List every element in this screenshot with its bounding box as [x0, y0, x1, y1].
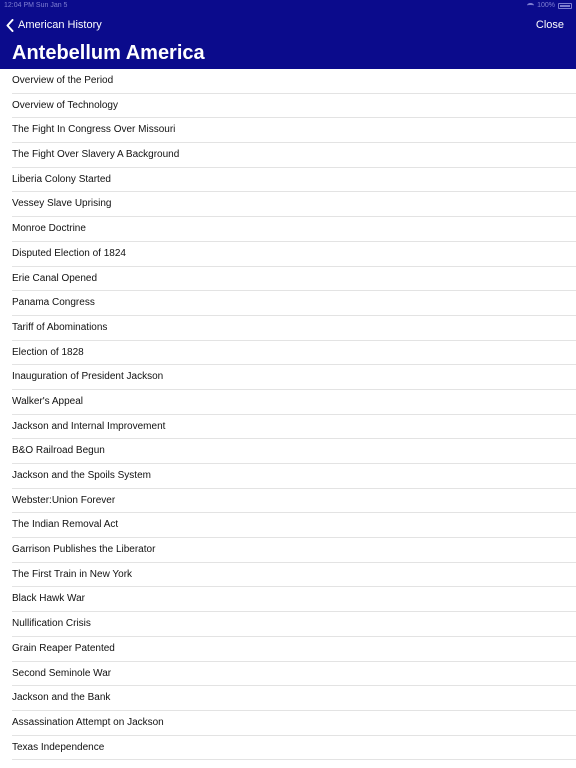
list-item[interactable]: The Fight In Congress Over Missouri — [0, 118, 576, 143]
list-item[interactable]: Walker's Appeal — [0, 390, 576, 415]
list-item[interactable]: Inauguration of President Jackson — [0, 365, 576, 390]
list-item[interactable]: Jackson and the Bank — [0, 686, 576, 711]
list-item[interactable]: The Fight Over Slavery A Background — [0, 143, 576, 168]
list-item[interactable]: Jackson and Internal Improvement — [0, 415, 576, 440]
page-title: Antebellum America — [12, 42, 205, 64]
status-bar — [0, 0, 576, 11]
list-item[interactable]: Erie Canal Opened — [0, 267, 576, 292]
status-time-text: 12:04 PM — [4, 2, 34, 9]
list-item[interactable]: Second Seminole War — [0, 662, 576, 687]
header-bar — [0, 0, 576, 69]
wifi-icon — [527, 3, 534, 8]
list-item[interactable]: The Indian Removal Act — [0, 513, 576, 538]
status-time — [4, 0, 67, 11]
nav-bar — [0, 14, 576, 36]
list-item[interactable]: Vessey Slave Uprising — [0, 192, 576, 217]
list-item[interactable]: Overview of the Period — [0, 69, 576, 94]
status-date-text: Sun Jan 5 — [35, 2, 68, 9]
list-item[interactable]: The First Train in New York — [0, 563, 576, 588]
list-item[interactable]: B&O Railroad Begun — [0, 439, 576, 464]
list-item[interactable]: Grain Reaper Patented — [0, 637, 576, 662]
back-label: American History — [18, 19, 102, 31]
list-item[interactable]: Monroe Doctrine — [0, 217, 576, 242]
list-item[interactable]: Webster:Union Forever — [0, 489, 576, 514]
status-indicators — [527, 0, 572, 11]
topic-list — [0, 69, 576, 768]
list-item[interactable]: Overview of Technology — [0, 94, 576, 119]
close-button[interactable]: Close — [535, 19, 564, 31]
list-item[interactable]: Texas Independence — [0, 736, 576, 761]
list-item[interactable]: Panama Congress — [0, 291, 576, 316]
chevron-left-icon — [6, 19, 14, 32]
list-item[interactable]: Tariff of Abominations — [0, 316, 576, 341]
list-item[interactable]: Jackson and the Spoils System — [0, 464, 576, 489]
battery-percent: 100% — [537, 2, 555, 9]
list-item[interactable]: Nullification Crisis — [0, 612, 576, 637]
list-item[interactable]: Disputed Election of 1824 — [0, 242, 576, 267]
battery-icon — [558, 3, 572, 9]
list-item[interactable]: Black Hawk War — [0, 587, 576, 612]
back-button[interactable] — [6, 14, 102, 36]
list-item[interactable]: Liberia Colony Started — [0, 168, 576, 193]
list-item[interactable]: Election of 1828 — [0, 341, 576, 366]
list-item[interactable]: Assassination Attempt on Jackson — [0, 711, 576, 736]
list-item[interactable]: Garrison Publishes the Liberator — [0, 538, 576, 563]
